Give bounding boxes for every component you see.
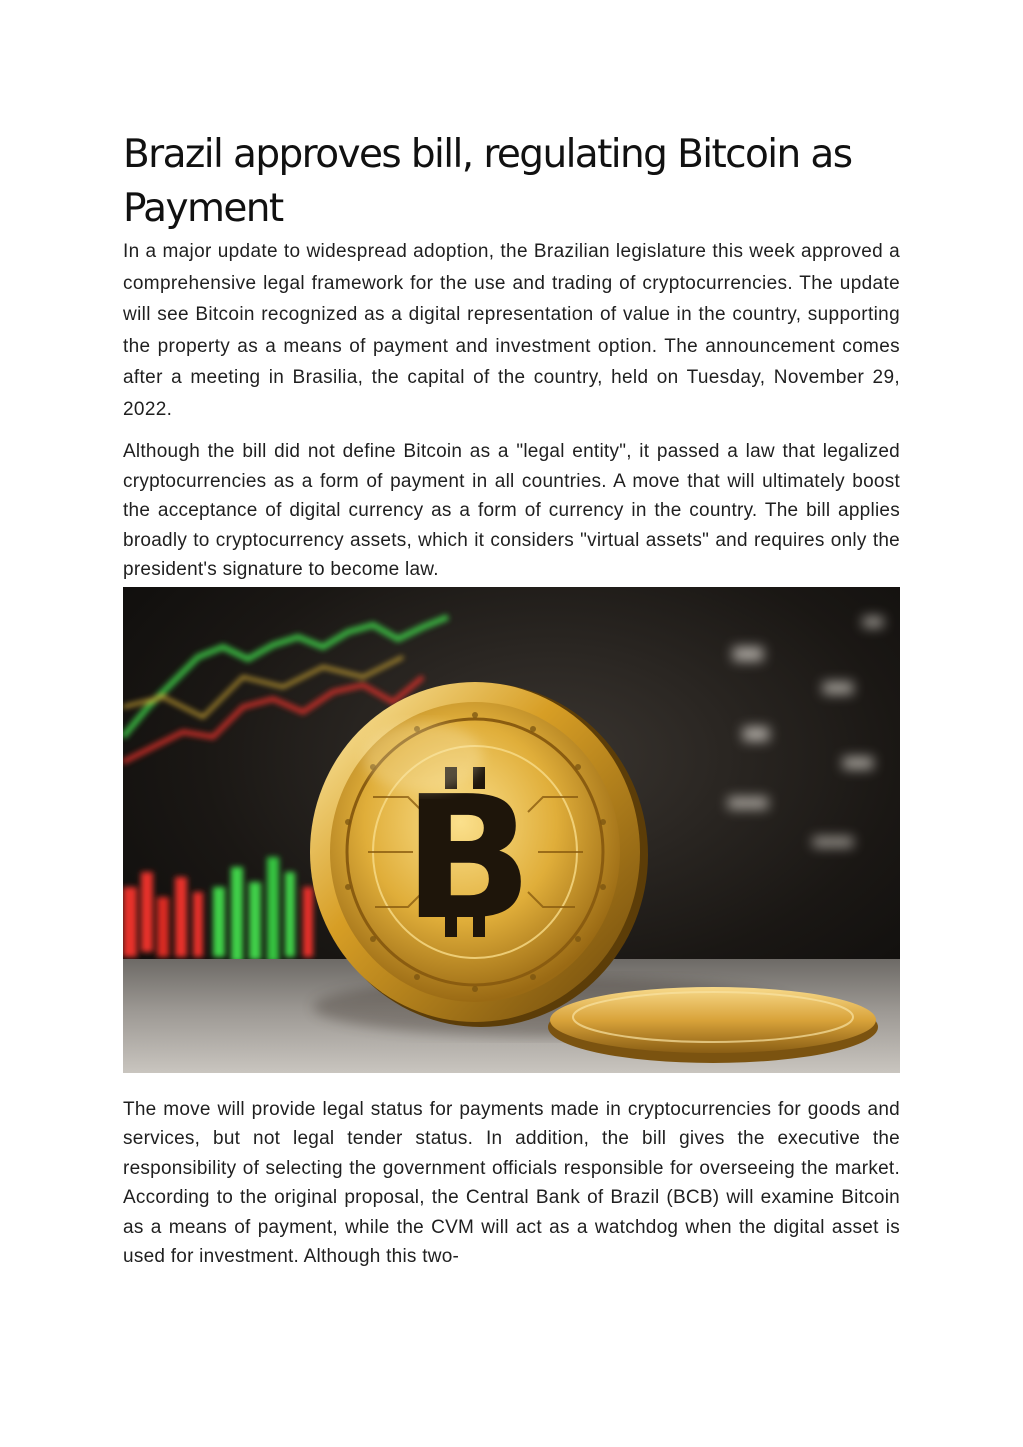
document-page bbox=[123, 128, 900, 1272]
bitcoin-symbol: B bbox=[403, 759, 533, 958]
article-paragraph-1: In a major update to widespread adoption, the Brazilian legislature this week approved a comprehensive legal framework for the use and trading of cryptocurrencies. The update will see Bitcoin recognized as a digital representation of value in the country, supporting the property as a means of payment and investment option. The announcement comes after a meeting in Brasilia, the capital of the country, held on Tuesday, November 29, 2022. bbox=[123, 241, 900, 420]
article-paragraph-2: Although the bill did not define Bitcoin as a "legal entity", it passed a law that legalized cryptocurrencies as a form of payment in all countries. A move that will ultimately boost the acceptance of digital currency as a form of currency in the country. The bill applies broadly to cryptocurrency assets, which it considers "virtual assets" and requires only the president's signature to become law. bbox=[123, 441, 900, 580]
bitcoin-coin-photo bbox=[123, 587, 900, 1073]
article-paragraph-3: The move will provide legal status for payments made in cryptocurrencies for goods and services, but not legal tender status. In addition, the bill gives the executive the responsibility of selecting the government officials responsible for overseeing the market. According to the original proposal, the Central Bank of Brazil (BCB) will examine Bitcoin as a means of payment, while the CVM will act as a watchdog when the digital asset is used for investment. Although this two- bbox=[123, 1098, 900, 1267]
article-title: Brazil approves bill, regulating Bitcoin as Payment bbox=[123, 132, 852, 231]
